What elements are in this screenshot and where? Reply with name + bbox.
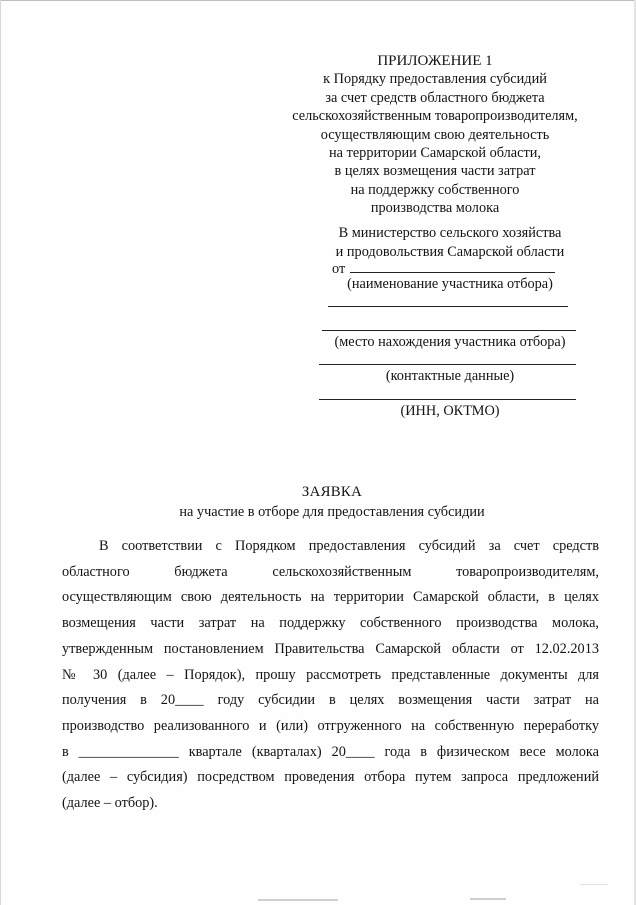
- body-line: производство реализованного и (или) отгруженного на собственную переработку: [62, 717, 599, 734]
- appendix-line: на территории Самарской области,: [329, 145, 541, 162]
- blank-line: [319, 399, 576, 400]
- appendix-line: производства молока: [370, 200, 500, 217]
- scan-noise: [580, 884, 608, 885]
- appendix-line: осуществляющим свою деятельность: [320, 126, 550, 143]
- appendix-line: на поддержку собственного: [350, 181, 520, 198]
- body-line: областного бюджета сельскохозяйственным товаропроизводителям,: [62, 563, 599, 580]
- body-line: возмещения части затрат на поддержку собственного производства молока,: [62, 615, 599, 632]
- appendix-title: ПРИЛОЖЕНИЕ 1: [377, 53, 493, 69]
- body-line: (далее – субсидия) посредством проведения отбора путем запроса предложений: [62, 769, 599, 786]
- scan-edge-left: [0, 0, 1, 905]
- caption-tax-ids: (ИНН, ОКТМО): [400, 403, 500, 419]
- body-line: № 30 (далее – Порядок), прошу рассмотреть представленные документы для: [62, 666, 599, 683]
- caption-applicant-location: (место нахождения участника отбора): [334, 334, 566, 350]
- body-line: в ______________ квартале (кварталах) 20____ года в физическом весе молока: [62, 743, 599, 760]
- appendix-line: сельскохозяйственным товаропроизводителям,: [292, 108, 578, 125]
- scan-noise: [258, 899, 338, 901]
- recipient-block: [300, 224, 600, 261]
- recipient-line: В министерство сельского хозяйства: [338, 225, 562, 241]
- from-label: от: [332, 261, 346, 277]
- scan-noise: [470, 898, 506, 900]
- body-line: осуществляющим свою деятельность на территории Самарской области, в целях: [62, 589, 599, 606]
- appendix-header: [240, 52, 630, 218]
- application-body: [62, 534, 599, 817]
- appendix-line: в целях возмещения части затрат: [334, 163, 536, 180]
- blank-line: [328, 306, 568, 307]
- caption-contact-data: (контактные данные): [385, 368, 515, 384]
- caption-applicant-name: (наименование участника отбора): [347, 276, 553, 292]
- applicant-name-blank: [350, 258, 555, 273]
- application-title: [0, 482, 636, 522]
- blank-line: [319, 364, 576, 365]
- body-line: утвержденным постановлением Правительства Самарской области от 12.02.2013: [62, 640, 599, 657]
- body-line: получения в 20____ году субсидии в целях возмещения части затрат на: [62, 692, 599, 709]
- scan-edge-top: [0, 0, 636, 1]
- recipient-line: и продовольствия Самарской области: [335, 243, 565, 260]
- blank-line: [322, 330, 576, 331]
- body-line: (далее – отбор).: [62, 795, 158, 812]
- appendix-line: к Порядку предоставления субсидий: [323, 71, 547, 88]
- body-line: В соответствии с Порядком предоставления субсидий за счет средств: [99, 538, 599, 554]
- document-subtitle: на участие в отборе для предоставления субсидии: [179, 504, 485, 520]
- appendix-line: за счет средств областного бюджета: [325, 89, 545, 106]
- document-title: ЗАЯВКА: [301, 484, 363, 500]
